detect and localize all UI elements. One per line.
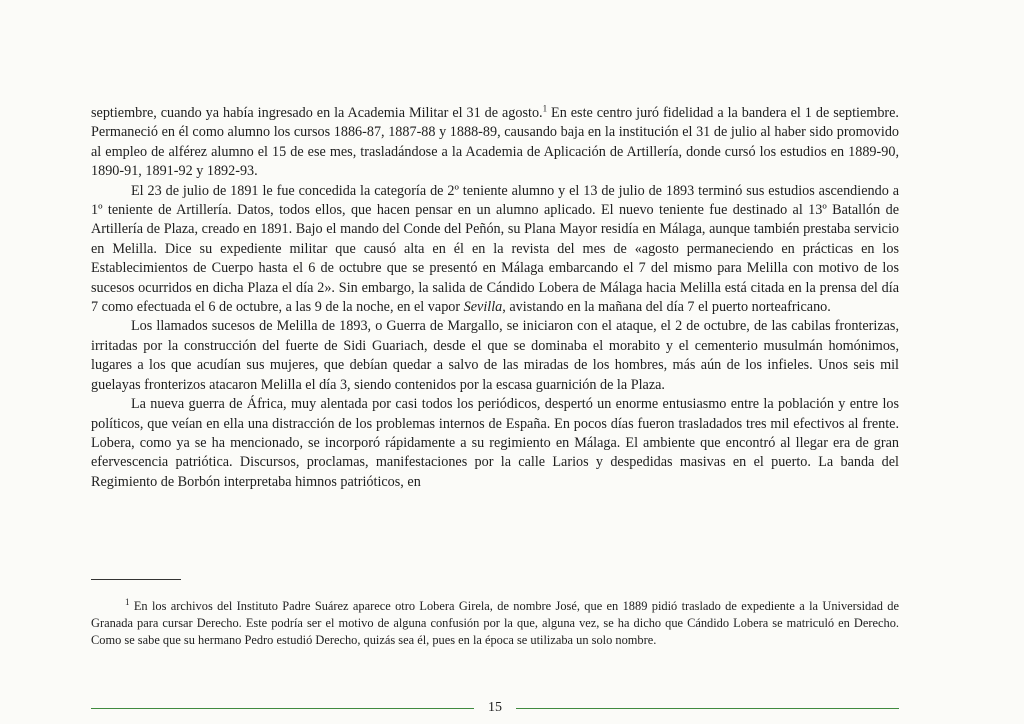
paragraph-3: Los llamados sucesos de Melilla de 1893, o Guerra de Margallo, se iniciaron con el ataque, el 2 de octubre, de las cabilas fronterizas, irritadas por la construcción del fuerte de Sidi Guariach, desde el que se dominaba el morabito y el cementerio musulmán homónimos, lugares a los que acudían sus mujeres, que debían quedar a salvo de las miradas de los hombres, más aún de los infieles. Unos seis mil guelayas fronterizos atacaron Melilla el día 3, siendo contenidos por la escasa guarnición de la Plaza. (91, 318, 899, 393)
page-number: 15 (488, 700, 502, 715)
footnote-1: $^1$ En los archivos del Instituto Padre Suárez aparece otro Lobera Girela, de nombre José, que en 1889 pidió traslado de expediente a la Universidad de Granada para cursar Derecho. Este podría ser el motivo de alguna confusión por la que, alguna vez, se ha dicho que Cándido Lobera se matriculó en Derecho. Como se sabe que su hermano Pedro estudió Derecho, quizás sea él, pues en la época se utilizaba un solo nombre. (91, 596, 899, 647)
footnote-mark: 1 (125, 596, 130, 607)
paragraph-2: El 23 de julio de 1891 le fue concedida la categoría de 2º teniente alumno y el 13 de julio de 1893 terminó sus estudios ascendiendo a 1º teniente de Artillería. Datos, todos ellos, que hacen pensar en un alumno aplicado. El nuevo teniente fue destinado al 13º Batallón de Artillería de Plaza, creado en 1891. Bajo el mando del Conde del Peñón, su Plana Mayor residía en Málaga, aunque también prestaba servicio en Melilla. Dice su expediente militar que causó alta en él en la revista del mes de «agosto permaneciendo en prácticas en los Establecimientos de Cuerpo hasta el 6 de octubre que se presentó en Málaga embarcando el 7 del mismo para Melilla con motivo de los sucesos ocurridos en dicha Plaza el día 2». Sin embargo, la salida de Cándido Lobera de Málaga hacia Melilla está citada en la prensa del día 7 como efectuada el 6 de octubre, a las 9 de la noche, en el vapor Sevilla, avistando en la mañana del día 7 el puerto norteafricano. (91, 182, 899, 316)
ship-name: Sevilla (463, 299, 503, 316)
footnote-reference-1[interactable]: 1 (542, 103, 548, 114)
paragraph-4: La nueva guerra de África, muy alentada por casi todos los periódicos, despertó un enorme entusiasmo entre la población y entre los políticos, que veían en ella una distracción de los problemas internos de España. En pocos días fueron trasladados tres mil efectivos al frente. Lobera, como ya se ha mencionado, se incorporó rápidamente a su regimiento en Málaga. El ambiente que encontró al llegar era de gran efervescencia patriótica. Discursos, proclamas, manifestaciones por la calle Larios y despedidas masivas en el puerto. La banda del Regimiento de Borbón interpretaba himnos patrióticos, en (91, 396, 899, 490)
page-footer (91, 698, 899, 718)
footnote-separator (91, 579, 181, 580)
body-text (91, 104, 899, 492)
footer-rule-right (516, 708, 899, 709)
footer-rule-left (91, 708, 474, 709)
footnotes (91, 598, 899, 649)
paragraph-1: septiembre, cuando ya había ingresado en la Academia Militar el 31 de agosto.$^1$ En este centro juró fidelidad a la bandera el 1 de septiembre. Permaneció en él como alumno los cursos 1886-87, 1887-88 y 1888-89, causando baja en la institución el 31 de julio al haber sido promovido al empleo de alférez alumno el 15 de ese mes, trasladándose a la Academia de Aplicación de Artillería, donde cursó los estudios en 1889-90, 1890-91, 1891-92 y 1892-93. (91, 103, 899, 180)
